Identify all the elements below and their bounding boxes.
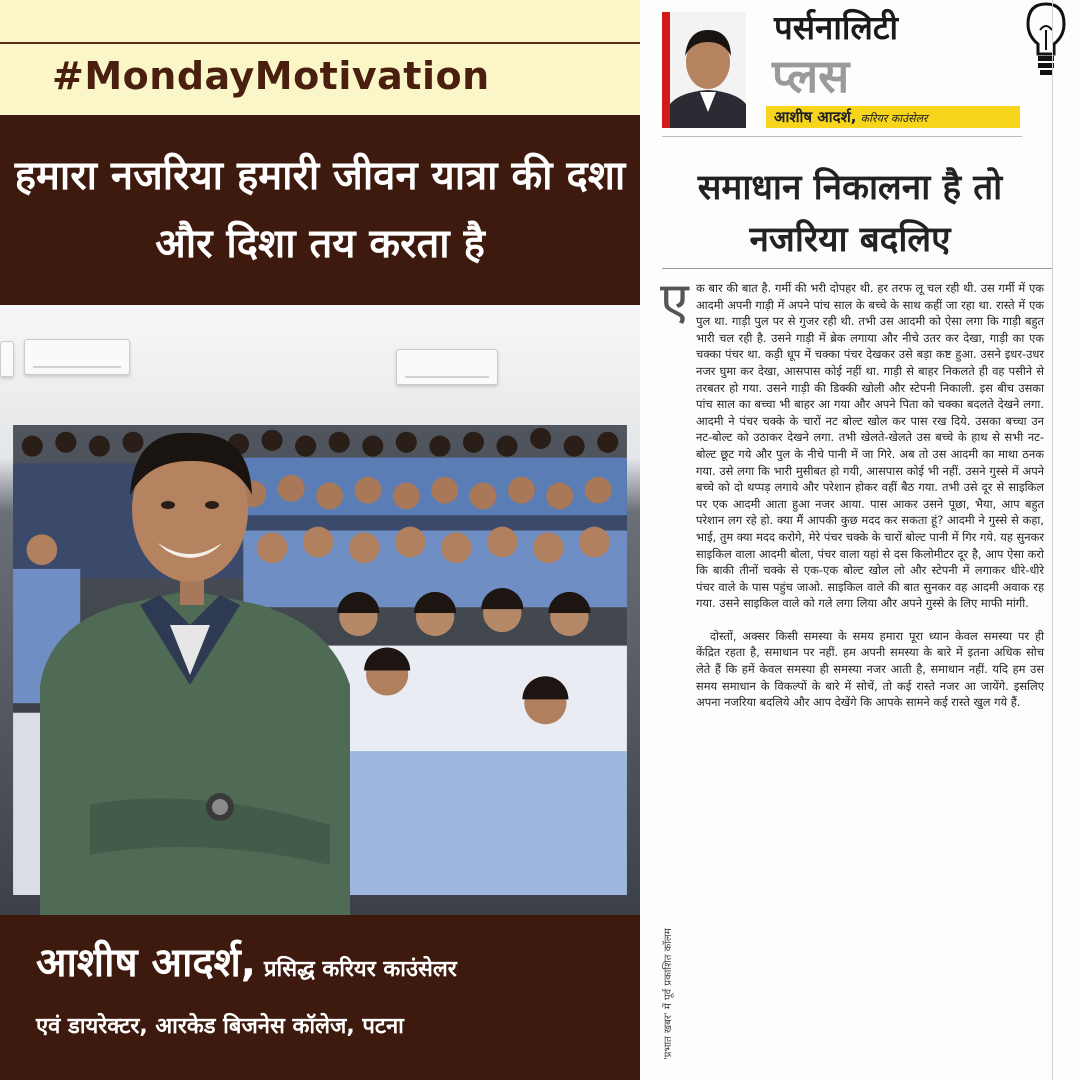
air-conditioner-icon [396,349,498,385]
caption-name: आशीष आदर्श, [36,940,257,986]
caption-line-1 [36,933,640,988]
air-conditioner-icon [24,339,130,375]
clipping-edge [1052,0,1053,1080]
column-title-1: पर्सनालिटी [774,8,899,47]
top-divider [0,42,640,44]
hashtag-text: #MondayMotivation [52,54,490,98]
header-rule [662,136,1022,137]
publication-note: 'प्रभात खबर' में पूर्व प्रकाशित कॉलम [663,928,674,1060]
title-rule [662,268,1052,269]
author-role: करियर काउंसेलर [860,112,928,125]
bulb-icon [1024,0,1068,80]
column-title-2: प्लस [772,49,850,103]
headline-band [0,115,640,305]
author-avatar [670,12,746,128]
article-body [696,280,1044,711]
article-paragraph-2: दोस्तों, अक्सर किसी समस्या के समय हमारा पूरा ध्यान केवल समस्या पर ही केंद्रित रहता है, समाधान पर नहीं. हम अपनी समस्या के बारे में इतना अधिक सोच लेते हैं कि हमें केवल समस्या ही समस्या नजर आती है, समाधान नहीं. यदि हम उस समय समाधान के विकल्पों के बारे में सोचें, तो कई रास्ते नजर आ जायेंगे. इसलिए अपना नजरिया बदलिये और आप देखेंगे कि आपके सामने कई रास्ते खुल गये हैं. [696,628,1044,710]
classroom-photo [0,305,640,915]
author-photo [662,12,746,128]
article-title: समाधान निकालना है तो नजरिया बदलिए [697,168,1003,260]
caption-role: प्रसिद्ध करियर काउंसेलर [264,957,457,982]
poster-headline: हमारा नजरिया हमारी जीवन यात्रा की दशा और दिशा तय करता है [14,153,626,267]
caption-line-2: एवं डायरेक्टर, आरकेड बिजनेस कॉलेज, पटना [36,1014,404,1039]
article-paragraph-1: क बार की बात है. गर्मी की भरी दोपहर थी. हर तरफ लू चल रही थी. उस गर्मी में एक आदमी अपनी गाड़ी में अपने पांच साल के बच्चे के साथ कहीं जा रहा था. रास्ते में एक पुल था. गाड़ी पुल पर से गुजर रही थी. तभी उस आदमी को ऐसा लगा कि गाड़ी बहुत भारी चल रही है. उसने गाड़ी में ब्रेक लगाया और नीचे उतर कर देखा, गाड़ी का एक चक्का पंचर था. कड़ी धूप में चक्का पंचर देखकर उसे बड़ा कष्ट हुआ. उसने इधर-उधर नजर घुमा कर देखा, आसपास कोई नहीं था. गाड़ी से बाहर निकलते ही वह पसीने से तरबतर हो गया. उसने गाड़ी की डिक्की खोली और स्टेपनी निकाली. इस बीच उसका पांच साल का बच्चा भी बाहर आ गया और अपने पिता को चक्का बदलते देखने लगा. आदमी ने पंचर चक्के के चारों नट बोल्ट खोल कर पास रख दिये. उसका बच्चा उन नट-बोल्ट को उठाकर देखने लगा. तभी खेलते-खेलते उस बच्चे के हाथ से सभी नट-बोल्ट छूट गये और पुल के नीचे पानी में जा गिरे. अब तो उस आदमी का माथा ठनक गया. उसे लगा कि भारी मुसीबत हो गयी, आसपास कोई भी नहीं. उसने गुस्से में अपने बच्चे को दो थप्पड़ लगाये और परेशान होकर वहीं बैठ गया. तभी उसे दूर से साइकिल पर एक आदमी आता हुआ नजर आया. पास आकर उसने पूछा, भैया, आप बहुत परेशान लग रहे हो. क्या मैं आपकी कुछ मदद कर सकता हूं? आदमी ने गुस्से से कहा, भाई, तुम क्या मदद करोगे, मेरे पंचर चक्के के चारों बोल्ट पानी में गिर गये. यह सुनकर साइकिल वाला आदमी बोला, पंचर वाला यहां से दस किलोमीटर दूर है, आप ऐसा करो कि बाकी तीनों चक्के से एक-एक बोल्ट खोल लो और स्टेपनी में लगाकर धीरे-धीरे पंचर वाले के पास पहुंच जाओ. साइकिल वाले की बात सुनकर वह आदमी अवाक रह गया. उसने साइकिल वाले को गले लगा लिया और अपने गुस्से के लिए माफी मांगी. [696,281,1044,611]
counsellor-portrait [30,425,360,915]
caption-band [0,915,640,1080]
author-name: आशीष आदर्श, [774,108,857,126]
air-conditioner-icon [0,341,14,377]
drop-cap: ए [660,272,689,332]
author-band [766,106,1020,128]
newspaper-clipping [640,0,1080,1080]
